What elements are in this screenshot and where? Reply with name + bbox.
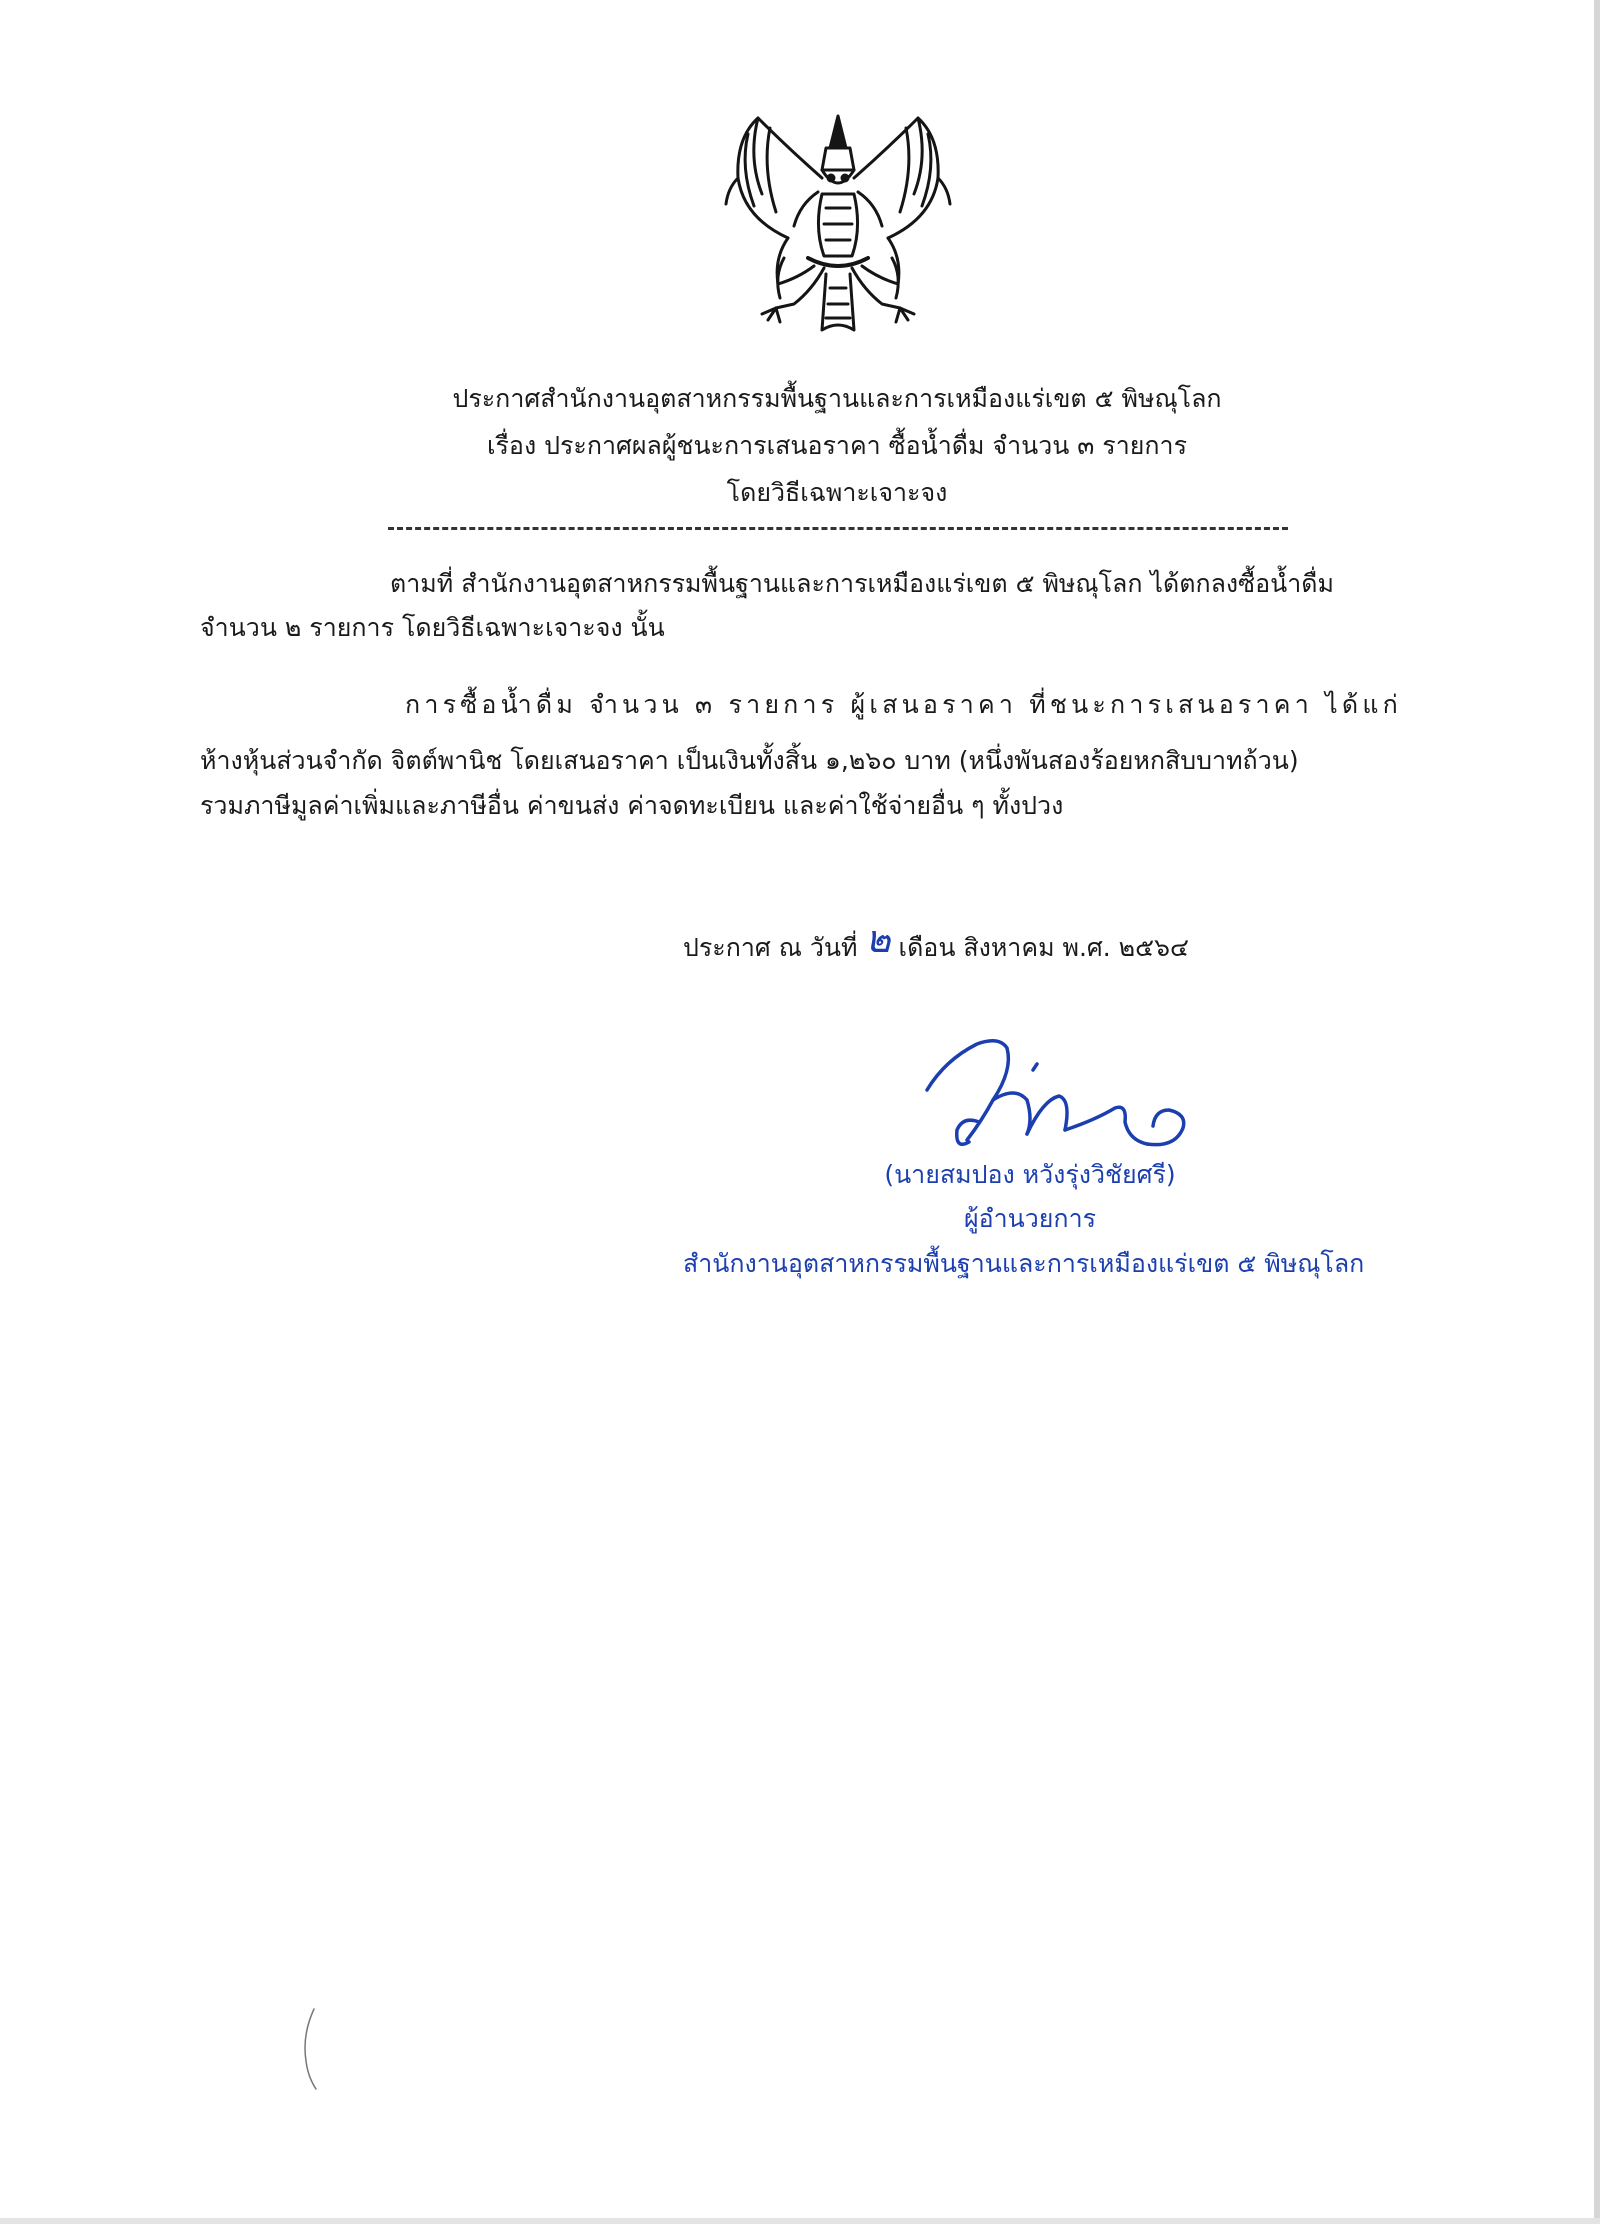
announcement-method: โดยวิธีเฉพาะเจาะจง	[726, 478, 948, 507]
header-divider	[388, 527, 1288, 530]
announcement-date	[683, 917, 1189, 965]
announcement-subject: เรื่อง ประกาศผลผู้ชนะการเสนอราคา ซื้อน้ำดื่ม จำนวน ๓ รายการ	[486, 431, 1188, 460]
signatory-position: ผู้อำนวยการ	[963, 1204, 1097, 1233]
date-prefix: ประกาศ ณ วันที่	[683, 933, 858, 962]
scan-edge-right	[1594, 0, 1600, 2224]
signatory-name: (นายสมปอง หวังรุ่งวิชัยศรี)	[884, 1160, 1176, 1189]
paragraph-2-line-3: รวมภาษีมูลค่าเพิ่มและภาษีอื่น ค่าขนส่ง ค่าจดทะเบียน และค่าใช้จ่ายอื่น ๆ ทั้งปวง	[200, 791, 1064, 820]
paragraph-2-line-2: ห้างหุ้นส่วนจำกัด จิตต์พานิช โดยเสนอราคา เป็นเงินทั้งสิ้น ๑,๒๖๐ บาท (หนึ่งพันสองร้อยหกสิบบาทถ้วน)	[200, 746, 1299, 775]
date-suffix: เดือน สิงหาคม พ.ศ. ๒๕๖๔	[898, 933, 1189, 962]
paragraph-1-line-1: ตามที่ สำนักงานอุตสาหกรรมพื้นฐานและการเหมืองแร่เขต ๕ พิษณุโลก ได้ตกลงซื้อน้ำดื่ม	[390, 569, 1334, 598]
paragraph-2-line-1: การซื้อน้ำดื่ม จำนวน ๓ รายการ ผู้เสนอราคา ที่ชนะการเสนอราคา ได้แก่	[405, 690, 1402, 719]
paragraph-1-line-2: จำนวน ๒ รายการ โดยวิธีเฉพาะเจาะจง นั้น	[200, 613, 665, 642]
announcement-title: ประกาศสำนักงานอุตสาหกรรมพื้นฐานและการเหมืองแร่เขต ๕ พิษณุโลก	[452, 384, 1222, 413]
stray-pen-mark	[296, 2005, 326, 2095]
handwritten-signature	[915, 1030, 1215, 1170]
signatory-office: สำนักงานอุตสาหกรรมพื้นฐานและการเหมืองแร่เขต ๕ พิษณุโลก	[683, 1249, 1365, 1278]
garuda-emblem-icon	[718, 108, 958, 340]
handwritten-day: ๒	[865, 917, 891, 961]
scan-edge-bottom	[0, 2218, 1600, 2224]
